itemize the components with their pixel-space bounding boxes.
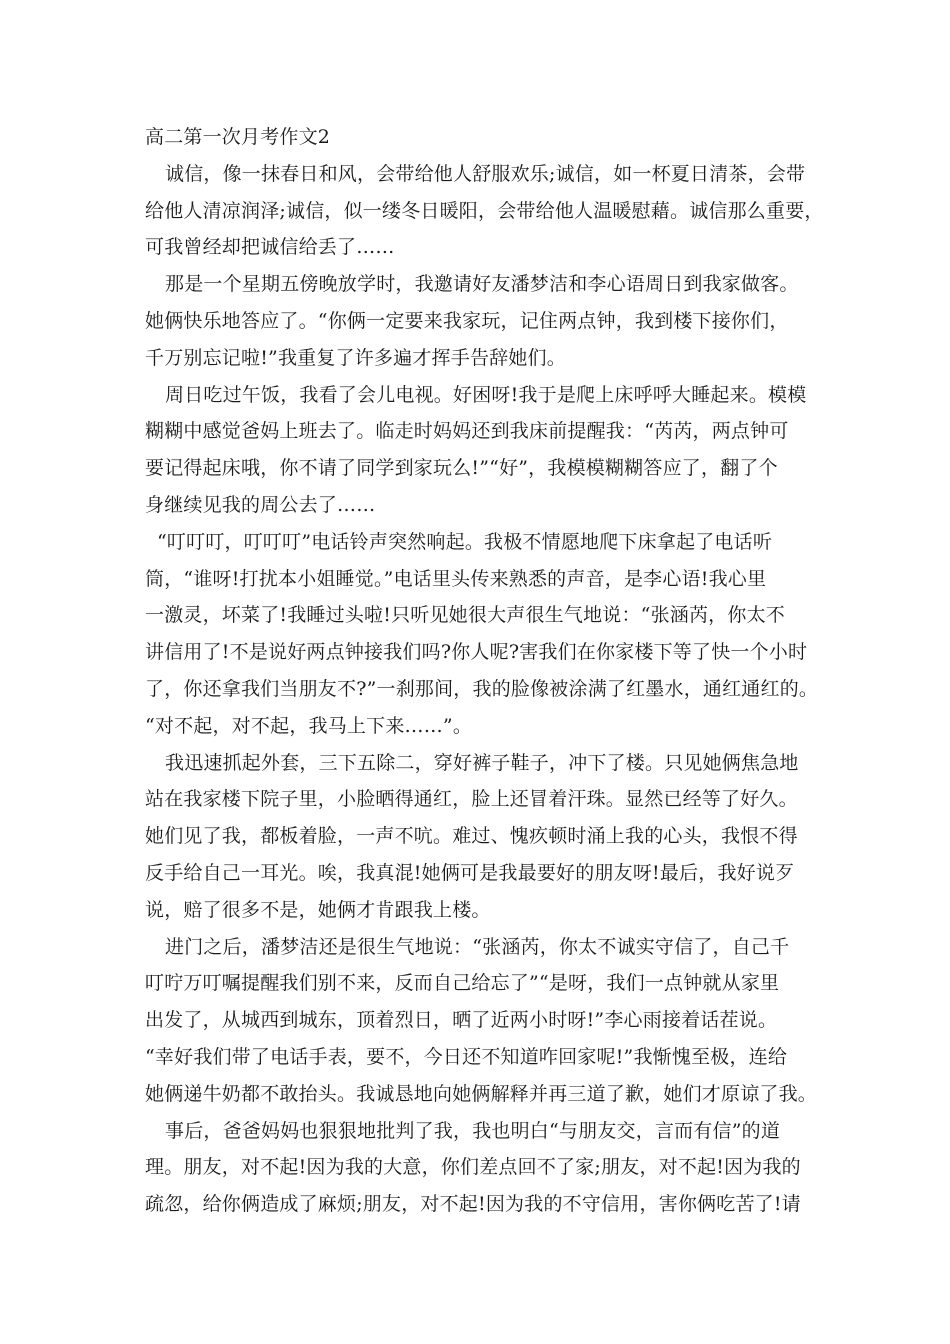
text-line: 给他人清凉润泽;诚信，似一缕冬日暖阳，会带给他人温暖慰藉。诚信那么重要， (145, 199, 824, 222)
text-line: 那是一个星期五傍晚放学时，我邀请好友潘梦洁和李心语周日到我家做客。 (165, 273, 799, 296)
text-line: 筒，“谁呀!打扰本小姐睡觉。”电话里头传来熟悉的声音，是李心语!我心里 (145, 567, 767, 590)
text-line: “叮叮叮，叮叮叮”电话铃声突然响起。我极不情愿地爬下床拿起了电话听 (157, 530, 773, 553)
text-line: 反手给自己一耳光。唉，我真混!她俩可是我最要好的朋友呀!最后，我好说歹 (145, 861, 795, 884)
text-line: 可我曾经却把诚信给丢了…… (145, 236, 395, 259)
text-line: 我迅速抓起外套，三下五除二，穿好裤子鞋子，冲下了楼。只见她俩焦急地 (165, 751, 799, 774)
text-line: “对不起，对不起，我马上下来……”。 (145, 714, 473, 737)
text-line: 讲信用了!不是说好两点钟接我们吗?你人呢?害我们在你家楼下等了快一个小时 (145, 641, 808, 664)
text-line: “幸好我们带了电话手表，要不，今日还不知道咋回家呢!”我惭愧至极，连给 (145, 1045, 788, 1068)
text-line: 周日吃过午饭，我看了会儿电视。好困呀!我于是爬上床呼呼大睡起来。模模 (165, 383, 807, 406)
text-line: 糊糊中感觉爸妈上班去了。临走时妈妈还到我床前提醒我：“芮芮，两点钟可 (145, 420, 789, 443)
text-line: 了，你还拿我们当朋友不?”一刹那间，我的脸像被涂满了红墨水，通红通红的。 (145, 677, 819, 700)
text-line: 叮咛万叮嘱提醒我们别不来，反而自己给忘了”“是呀，我们一点钟就从家里 (145, 972, 780, 995)
text-line: 说，赔了很多不是，她俩才肯跟我上楼。 (145, 898, 491, 921)
text-line: 出发了，从城西到城东，顶着烈日，晒了近两小时呀!”李心雨接着话茬说。 (145, 1009, 778, 1032)
text-line: 千万别忘记啦!”我重复了许多遍才挥手告辞她们。 (145, 346, 566, 369)
text-line: 站在我家楼下院子里，小脸晒得通红，脸上还冒着汗珠。显然已经等了好久。 (145, 788, 798, 811)
text-line: 疏忽，给你俩造成了麻烦;朋友，对不起!因为我的不守信用，害你俩吃苦了!请 (145, 1193, 801, 1216)
text-line: 事后，爸爸妈妈也狠狠地批判了我，我也明白“与朋友交，言而有信”的道 (165, 1119, 781, 1142)
text-line: 要记得起床哦，你不请了同学到家玩么!”“好”，我模模糊糊答应了，翻了个 (145, 457, 778, 480)
text-line: 一激灵，坏菜了!我睡过头啦!只听见她很大声很生气地说：“张涵芮，你太不 (145, 604, 785, 627)
text-line: 身继续见我的周公去了…… (145, 493, 376, 516)
text-line: 进门之后，潘梦洁还是很生气地说：“张涵芮，你太不诚实守信了，自己千 (165, 935, 790, 958)
essay-body (145, 119, 825, 1223)
essay-title: 高二第一次月考作文2 (145, 126, 331, 148)
text-line: 她俩递牛奶都不敢抬头。我诚恳地向她俩解释并再三道了歉，她们才原谅了我。 (145, 1082, 818, 1105)
text-line: 她们见了我，都板着脸，一声不吭。难过、愧疚顿时涌上我的心头，我恨不得 (145, 825, 798, 848)
text-line: 她俩快乐地答应了。“你俩一定要来我家玩，记住两点钟，我到楼下接你们， (145, 309, 789, 332)
text-line: 理。朋友，对不起!因为我的大意，你们差点回不了家;朋友，对不起!因为我的 (145, 1156, 801, 1179)
text-line: 诚信，像一抹春日和风，会带给他人舒服欢乐;诚信，如一杯夏日清茶，会带 (165, 162, 806, 185)
